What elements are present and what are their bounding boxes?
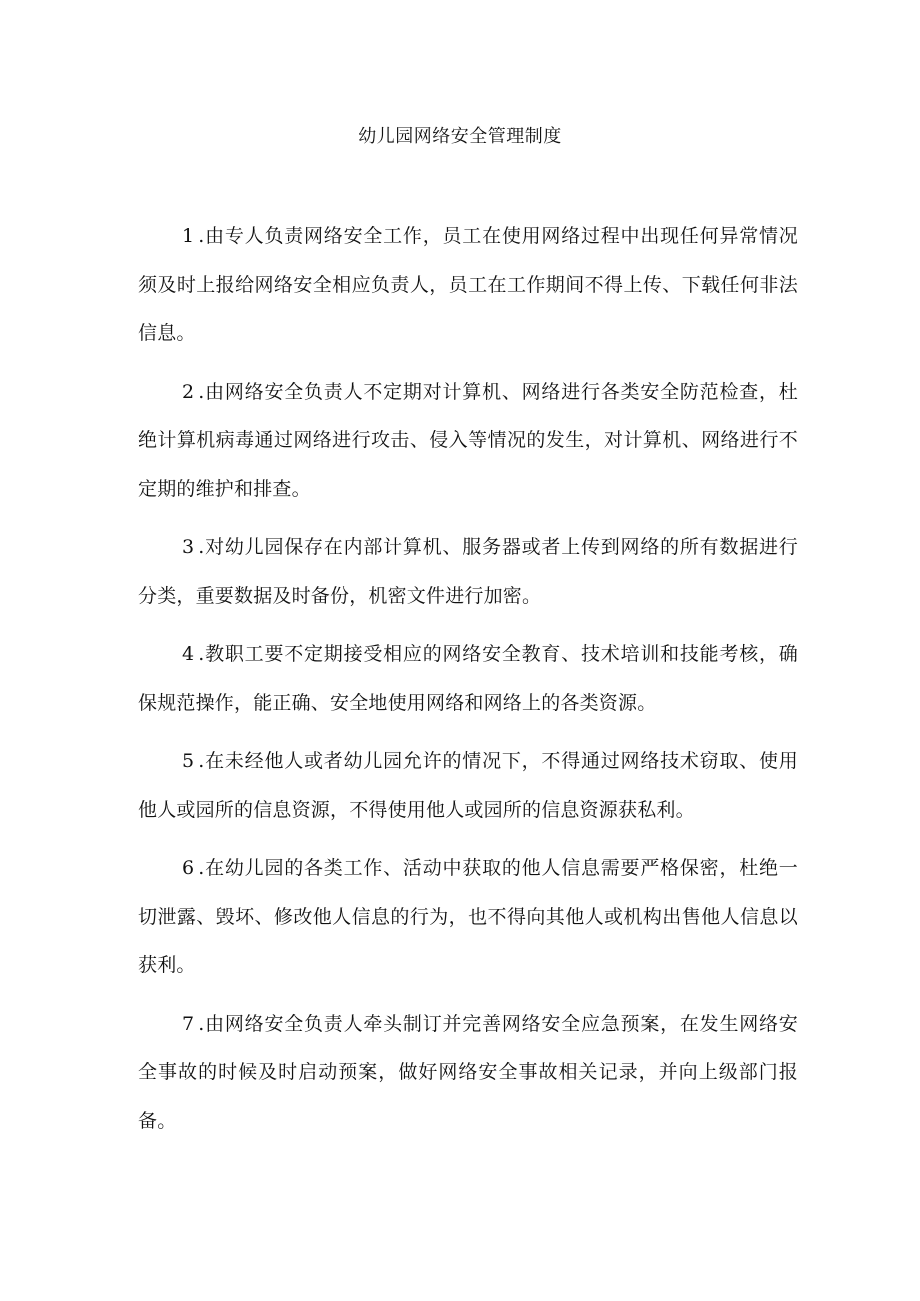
clause-number: 7 xyxy=(182,1012,195,1035)
clause-number: 3 xyxy=(182,536,195,558)
clause-number: 6 xyxy=(182,857,195,879)
clause-text: .在幼儿园的各类工作、活动中获取的他人信息需要严格保密，杜绝一切泄露、毁坏、修改他人信息的行为，也不得向其他人或机构出售他人信息以获利。 xyxy=(138,857,798,976)
clause-number: 1 xyxy=(182,225,195,247)
clause-number: 2 xyxy=(182,380,195,403)
clause-number: 4 xyxy=(182,643,195,665)
clause-text: .由网络安全负责人不定期对计算机、网络进行各类安全防范检查，杜绝计算机病毒通过网络进行攻击、侵入等情况的发生，对计算机、网络进行不定期的维护和排查。 xyxy=(138,380,798,500)
clause-2 xyxy=(138,368,798,514)
clause-1 xyxy=(138,212,798,358)
clause-number: 5 xyxy=(182,750,195,772)
clause-text: .由专人负责网络安全工作，员工在使用网络过程中出现任何异常情况须及时上报给网络安全相应负责人，员工在工作期间不得上传、下载任何非法信息。 xyxy=(138,225,798,344)
clause-6 xyxy=(138,844,798,990)
clause-3 xyxy=(138,523,798,620)
document-body xyxy=(138,212,798,1155)
clause-text: .在未经他人或者幼儿园允许的情况下，不得通过网络技术窃取、使用他人或园所的信息资源，不得使用他人或园所的信息资源获私利。 xyxy=(138,750,798,821)
clause-4 xyxy=(138,630,798,727)
clause-text: .教职工要不定期接受相应的网络安全教育、技术培训和技能考核，确保规范操作，能正确、安全地使用网络和网络上的各类资源。 xyxy=(138,643,798,714)
clause-text: .由网络安全负责人牵头制订并完善网络安全应急预案，在发生网络安全事故的时候及时启动预案，做好网络安全事故相关记录，并向上级部门报备。 xyxy=(138,1012,798,1132)
document-title: 幼儿园网络安全管理制度 xyxy=(358,126,562,147)
clause-text: .对幼儿园保存在内部计算机、服务器或者上传到网络的所有数据进行分类，重要数据及时备份，机密文件进行加密。 xyxy=(138,536,798,607)
clause-7 xyxy=(138,1000,798,1146)
clause-5 xyxy=(138,737,798,834)
